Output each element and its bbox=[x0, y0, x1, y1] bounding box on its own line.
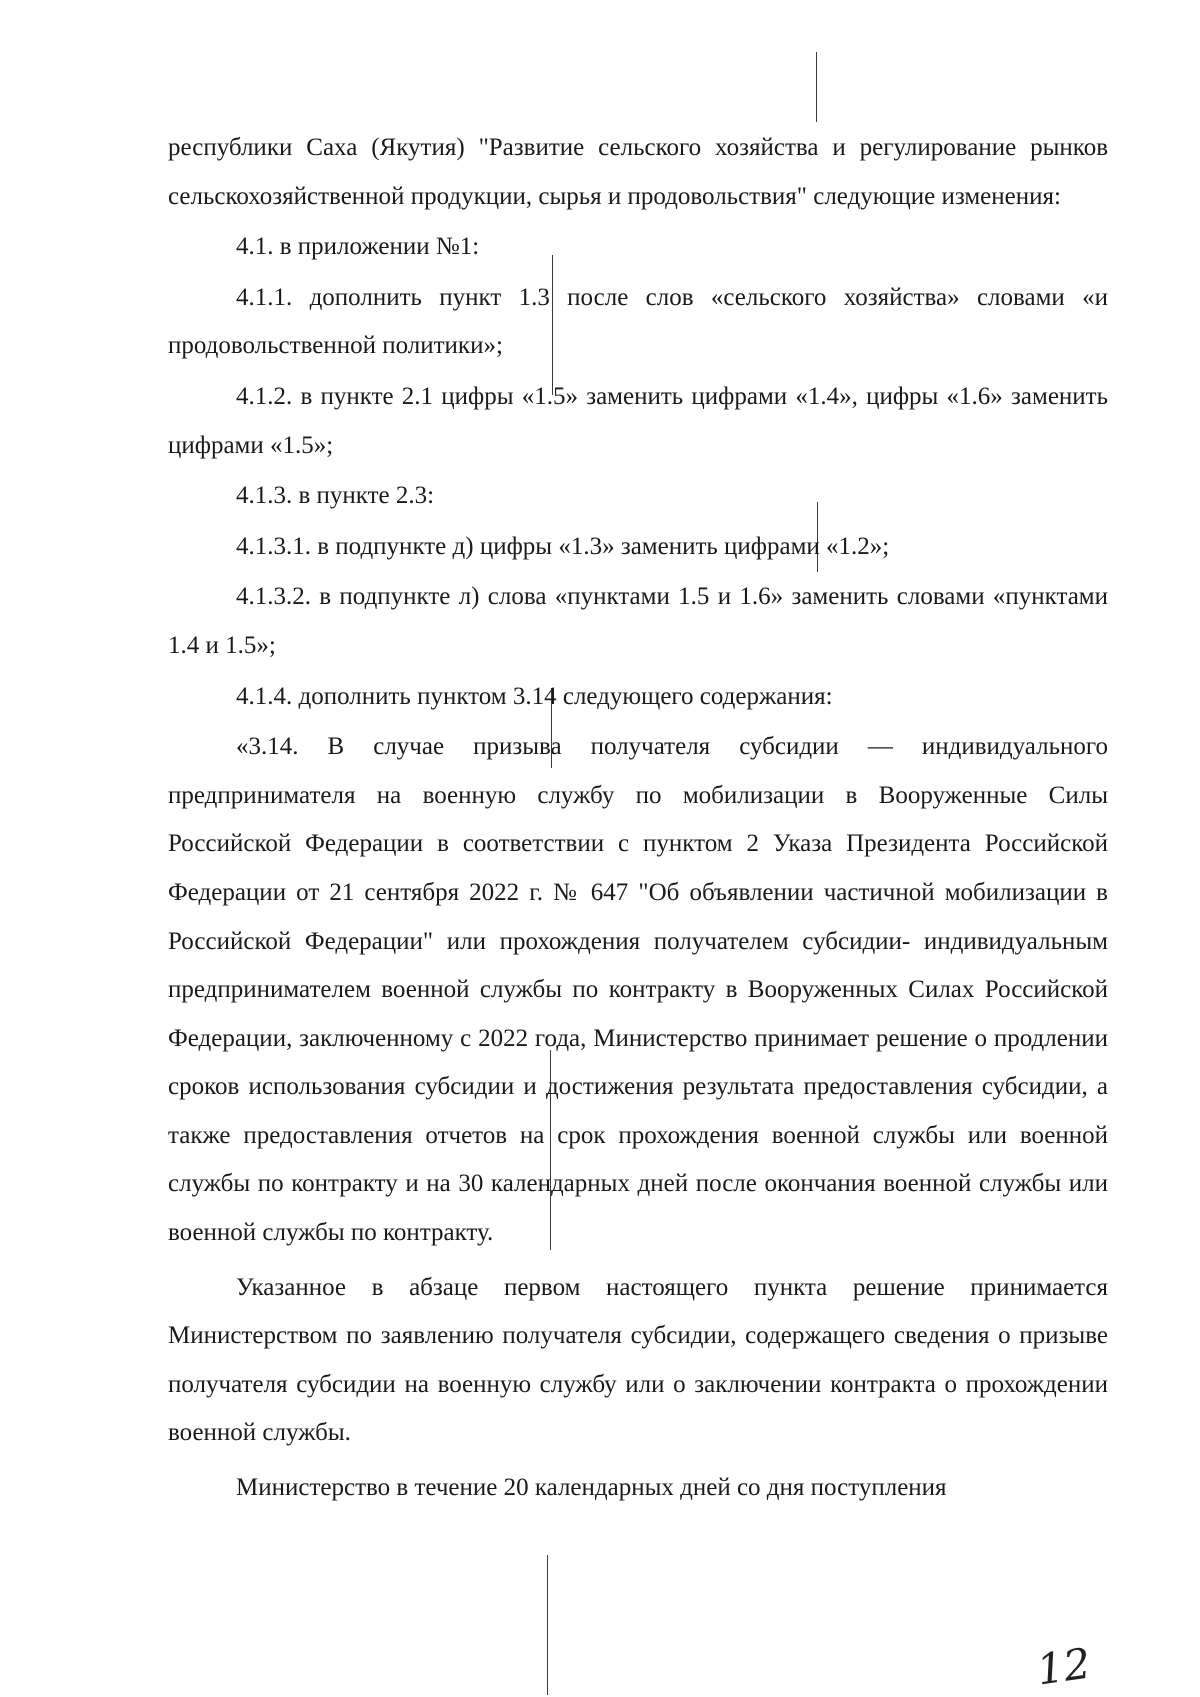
paragraph-4-1-2: 4.1.2. в пункте 2.1 цифры «1.5» заменить цифрами «1.4», цифры «1.6» заменить цифрами «1.5»; bbox=[168, 382, 1108, 459]
paragraph-4-1-4: 4.1.4. дополнить пунктом 3.14 следующего содержания: bbox=[236, 682, 833, 710]
paragraph-decision: Указанное в абзаце первом настоящего пункта решение принимается Министерством по заявлению получателя субсидии, содержащего сведения о призыве получателя субсидии на военную службу или о заключении контракта о прохождении военной службы. bbox=[168, 1273, 1108, 1447]
paragraph-4-1: 4.1. в приложении №1: bbox=[236, 233, 480, 261]
paragraph-4-1-3: 4.1.3. в пункте 2.3: bbox=[236, 482, 435, 510]
handwritten-page-number: 12 bbox=[1033, 1638, 1094, 1695]
scan-artifact-line bbox=[547, 1555, 548, 1695]
paragraph-4-1-1: 4.1.1. дополнить пункт 1.3 после слов «сельского хозяйства» словами «и продовольственной политики»; bbox=[168, 283, 1108, 360]
paragraph-4-1-3-1: 4.1.3.1. в подпункте д) цифры «1.3» заменить цифрами «1.2»; bbox=[236, 532, 890, 560]
paragraph-intro: республики Саха (Якутия) "Развитие сельского хозяйства и регулирование рынков сельскохозяйственной продукции, сырья и продовольствия" следующие изменения: bbox=[168, 134, 1108, 210]
document-body bbox=[168, 124, 1108, 1513]
scan-artifact-line bbox=[816, 52, 817, 122]
paragraph-4-1-3-2: 4.1.3.2. в подпункте л) слова «пунктами 1.5 и 1.6» заменить словами «пунктами 1.4 и 1.5»; bbox=[168, 583, 1108, 659]
paragraph-3-14: «3.14. В случае призыва получателя субсидии — индивидуального предпринимателя на военную службу по мобилизации в Вооруженные Силы Российской Федерации в соответствии с пунктом 2 Указа Президента Российской Федерации от 21 сентября 2022 г. № 647 "Об объявлении частичной мобилизации в Российской Федерации" или прохождения получателем субсидии- индивидуальным предпринимателем военной службы по контракту в Вооруженных Силах Российской Федерации, заключенному с 2022 года, Министерство принимает решение о продлении сроков использования субсидии и достижения результата предоставления субсидии, а также предоставления отчетов на срок прохождения военной службы или военной службы по контракту и на 30 календарных дней после окончания военной службы или военной службы по контракту. bbox=[168, 733, 1108, 1247]
paragraph-ministry: Министерство в течение 20 календарных дней со дня поступления bbox=[236, 1474, 947, 1502]
